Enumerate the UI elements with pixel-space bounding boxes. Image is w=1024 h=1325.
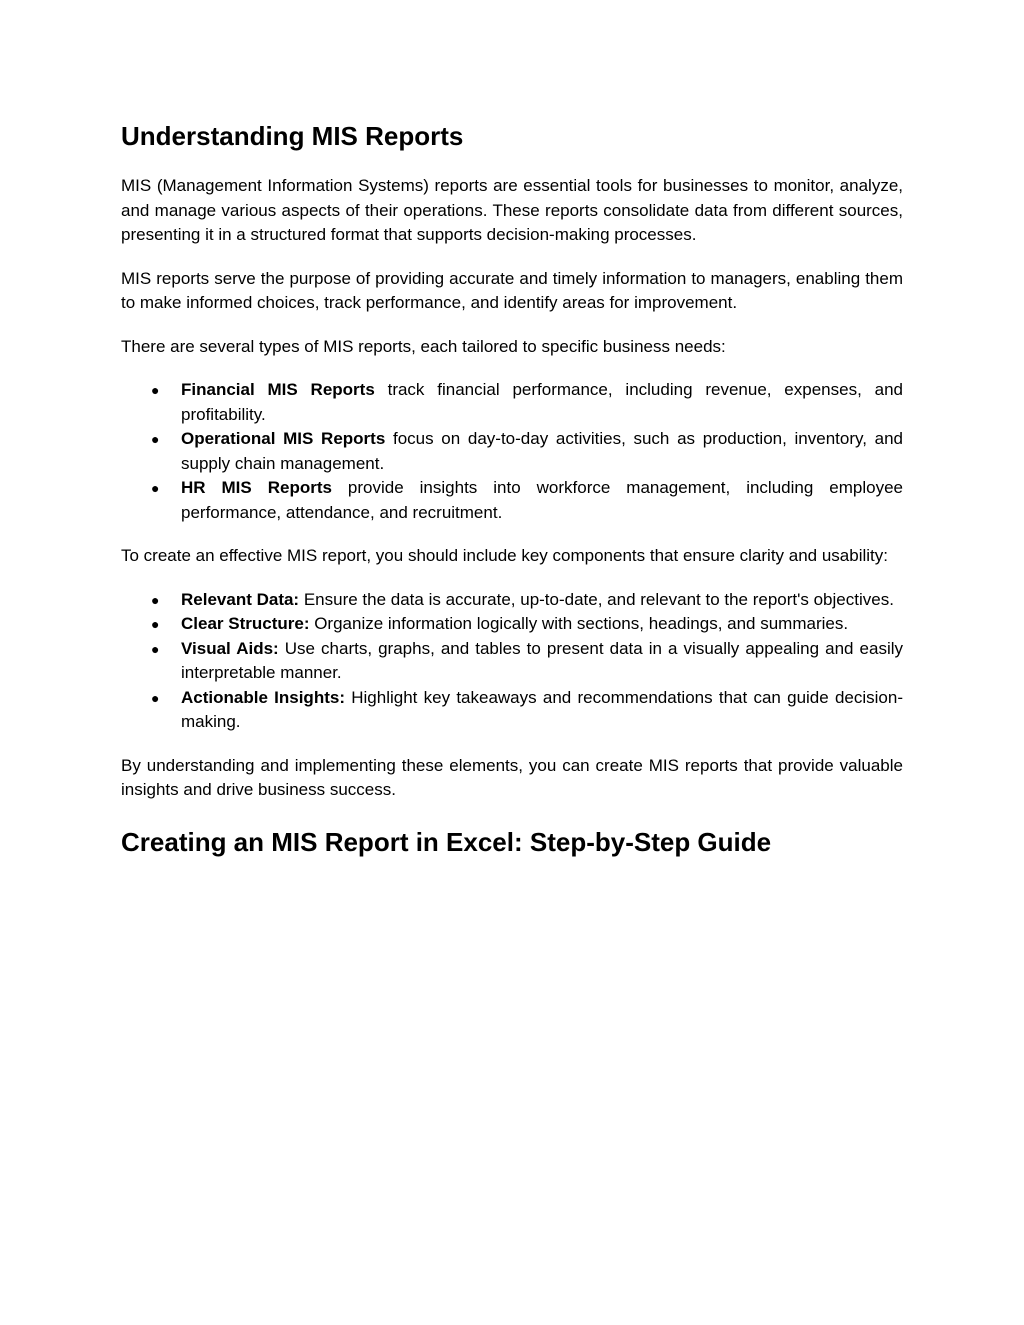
- list-item-text: Ensure the data is accurate, up-to-date, and relevant to the report's objectives.: [299, 589, 894, 609]
- list-item-text: Organize information logically with sections, headings, and summaries.: [309, 614, 849, 633]
- paragraph-purpose: MIS reports serve the purpose of providing accurate and timely information to managers, enabling them to make informed choices, track performance, and identify areas for improvement.: [121, 268, 903, 312]
- list-item-text: focus on day-to-day activities, such as production, inventory, and supply chain management.: [181, 429, 903, 473]
- list-item-title: Actionable Insights:: [181, 687, 345, 707]
- bullet-icon: ●: [151, 640, 160, 657]
- list-item: [121, 637, 903, 686]
- list-item: [121, 476, 903, 525]
- types-list: [121, 378, 903, 525]
- paragraph-conclusion: By understanding and implementing these elements, you can create MIS reports that provide valuable insights and drive business success.: [121, 755, 903, 799]
- list-item-title: Visual Aids:: [181, 638, 279, 658]
- section-heading-understanding-mis: Understanding MIS Reports: [121, 121, 464, 151]
- list-item: [121, 588, 903, 613]
- list-item: [121, 378, 903, 427]
- section-heading-excel-guide: Creating an MIS Report in Excel: Step-by-Step Guide: [121, 826, 772, 857]
- document-page: [121, 116, 903, 862]
- paragraph-intro: MIS (Management Information Systems) reports are essential tools for businesses to monitor, analyze, and manage various aspects of their operations. These reports consolidate data from different sources, presenting it in a structured format that supports decision-making processes.: [121, 176, 903, 244]
- list-item-text: Use charts, graphs, and tables to present data in a visually appealing and easily interpretable manner.: [181, 638, 903, 682]
- list-item-title: Financial MIS Reports: [181, 380, 375, 399]
- bullet-icon: ●: [151, 480, 160, 496]
- list-item-text: Highlight key takeaways and recommendations that can guide decision-making.: [181, 687, 903, 731]
- list-item-title: Relevant Data:: [181, 589, 300, 609]
- list-item-text: track financial performance, including revenue, expenses, and profitability.: [181, 380, 903, 424]
- list-item-title: Operational MIS Reports: [181, 429, 386, 448]
- list-item: [121, 686, 903, 735]
- components-list: [121, 588, 903, 735]
- list-item: [121, 612, 903, 637]
- paragraph-components-intro: To create an effective MIS report, you should include key components that ensure clarity and usability:: [121, 546, 888, 565]
- bullet-icon: ●: [151, 431, 160, 447]
- list-item: [121, 427, 903, 476]
- bullet-icon: ●: [151, 616, 160, 632]
- bullet-icon: ●: [151, 591, 160, 608]
- list-item-title: Clear Structure:: [181, 614, 310, 633]
- bullet-icon: ●: [151, 382, 160, 398]
- paragraph-types-intro: There are several types of MIS reports, each tailored to specific business needs:: [121, 336, 726, 356]
- bullet-icon: ●: [151, 689, 160, 706]
- list-item-title: HR MIS Reports: [181, 478, 332, 497]
- list-item-text: provide insights into workforce management, including employee performance, attendance, and recruitment.: [181, 478, 903, 522]
